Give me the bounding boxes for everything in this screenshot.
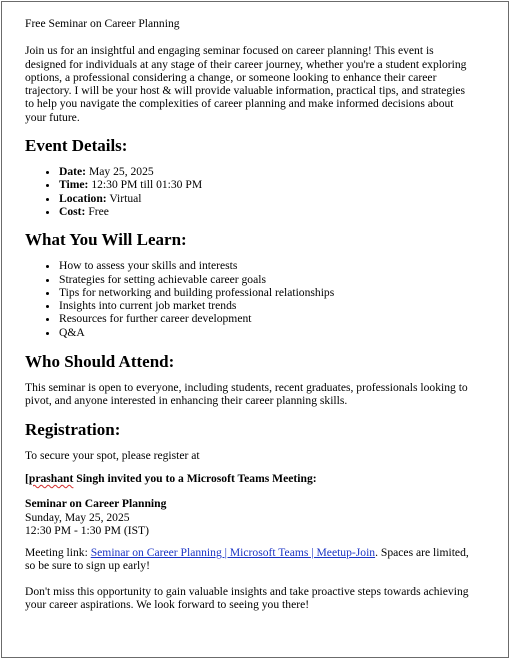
- teams-invite-line: [25, 472, 475, 485]
- detail-label: Time:: [59, 178, 89, 192]
- list-item: • Resources for further career development: [59, 312, 475, 325]
- registration-paragraph: To secure your spot, please register at: [25, 448, 200, 462]
- meeting-info: [25, 497, 475, 537]
- invite-text: Singh invited you to a Microsoft Teams Meeting:: [73, 471, 317, 485]
- detail-label: Cost:: [59, 204, 86, 218]
- meeting-link-suffix: . Spaces are limited, so be sure to sign up early!: [25, 546, 469, 573]
- attend-heading: Who Should Attend:: [25, 352, 175, 372]
- attend-paragraph: This seminar is open to everyone, including students, recent graduates, professionals looking to pivot, and anyone interested in enhancing their career planning skills.: [25, 381, 468, 408]
- list-item: [59, 205, 475, 218]
- detail-label: Location:: [59, 191, 107, 205]
- registration-heading: Registration:: [25, 419, 121, 439]
- document-title: Free Seminar on Career Planning: [25, 17, 180, 30]
- meeting-time: 12:30 PM - 1:30 PM (IST): [25, 523, 149, 537]
- meeting-date: Sunday, May 25, 2025: [25, 510, 130, 524]
- detail-label: Date:: [59, 165, 87, 179]
- list-item: • Strategies for setting achievable career goals: [59, 273, 475, 286]
- list-item: • Insights into current job market trends: [59, 299, 475, 312]
- misspelled-name: prashant: [28, 471, 74, 485]
- list-item: [59, 165, 475, 178]
- intro-paragraph: Join us for an insightful and engaging seminar focused on career planning! This event is designed for individuals at any stage of their career journey, whether you're a student exploring options, a professional considering a change, or someone looking to enhance their career trajectory. I will be your host & will provide valuable information, practical tips, and strategies to help you navigate the complexities of career planning and make informed decisions about your future.: [25, 44, 467, 124]
- detail-value: Free: [88, 204, 109, 218]
- meeting-link-paragraph: [25, 546, 475, 573]
- event-details-list: [25, 165, 475, 218]
- meeting-title: Seminar on Career Planning: [25, 497, 167, 511]
- list-item: [59, 178, 475, 191]
- invite-bracket: [: [25, 471, 29, 485]
- closing-paragraph: Don't miss this opportunity to gain valuable insights and take proactive steps towards achieving your career aspirations. We look forward to seeing you there!: [25, 584, 469, 612]
- meeting-link[interactable]: Seminar on Career Planning | Microsoft Teams | Meetup-Join: [90, 546, 376, 560]
- learn-list: [25, 259, 475, 339]
- meeting-link-prefix: Meeting link:: [25, 546, 91, 560]
- detail-value: 12:30 PM till 01:30 PM: [91, 178, 203, 192]
- document-body[interactable]: [25, 17, 475, 611]
- list-item: • Tips for networking and building professional relationships: [59, 286, 475, 299]
- detail-value: May 25, 2025: [88, 165, 154, 179]
- list-item: [59, 192, 475, 205]
- event-details-heading: Event Details:: [25, 136, 128, 156]
- learn-heading: What You Will Learn:: [25, 230, 187, 250]
- detail-value: Virtual: [109, 191, 142, 205]
- list-item: • Q&A: [59, 326, 475, 339]
- list-item: • How to assess your skills and interests: [59, 259, 475, 272]
- document-page: [1, 1, 509, 658]
